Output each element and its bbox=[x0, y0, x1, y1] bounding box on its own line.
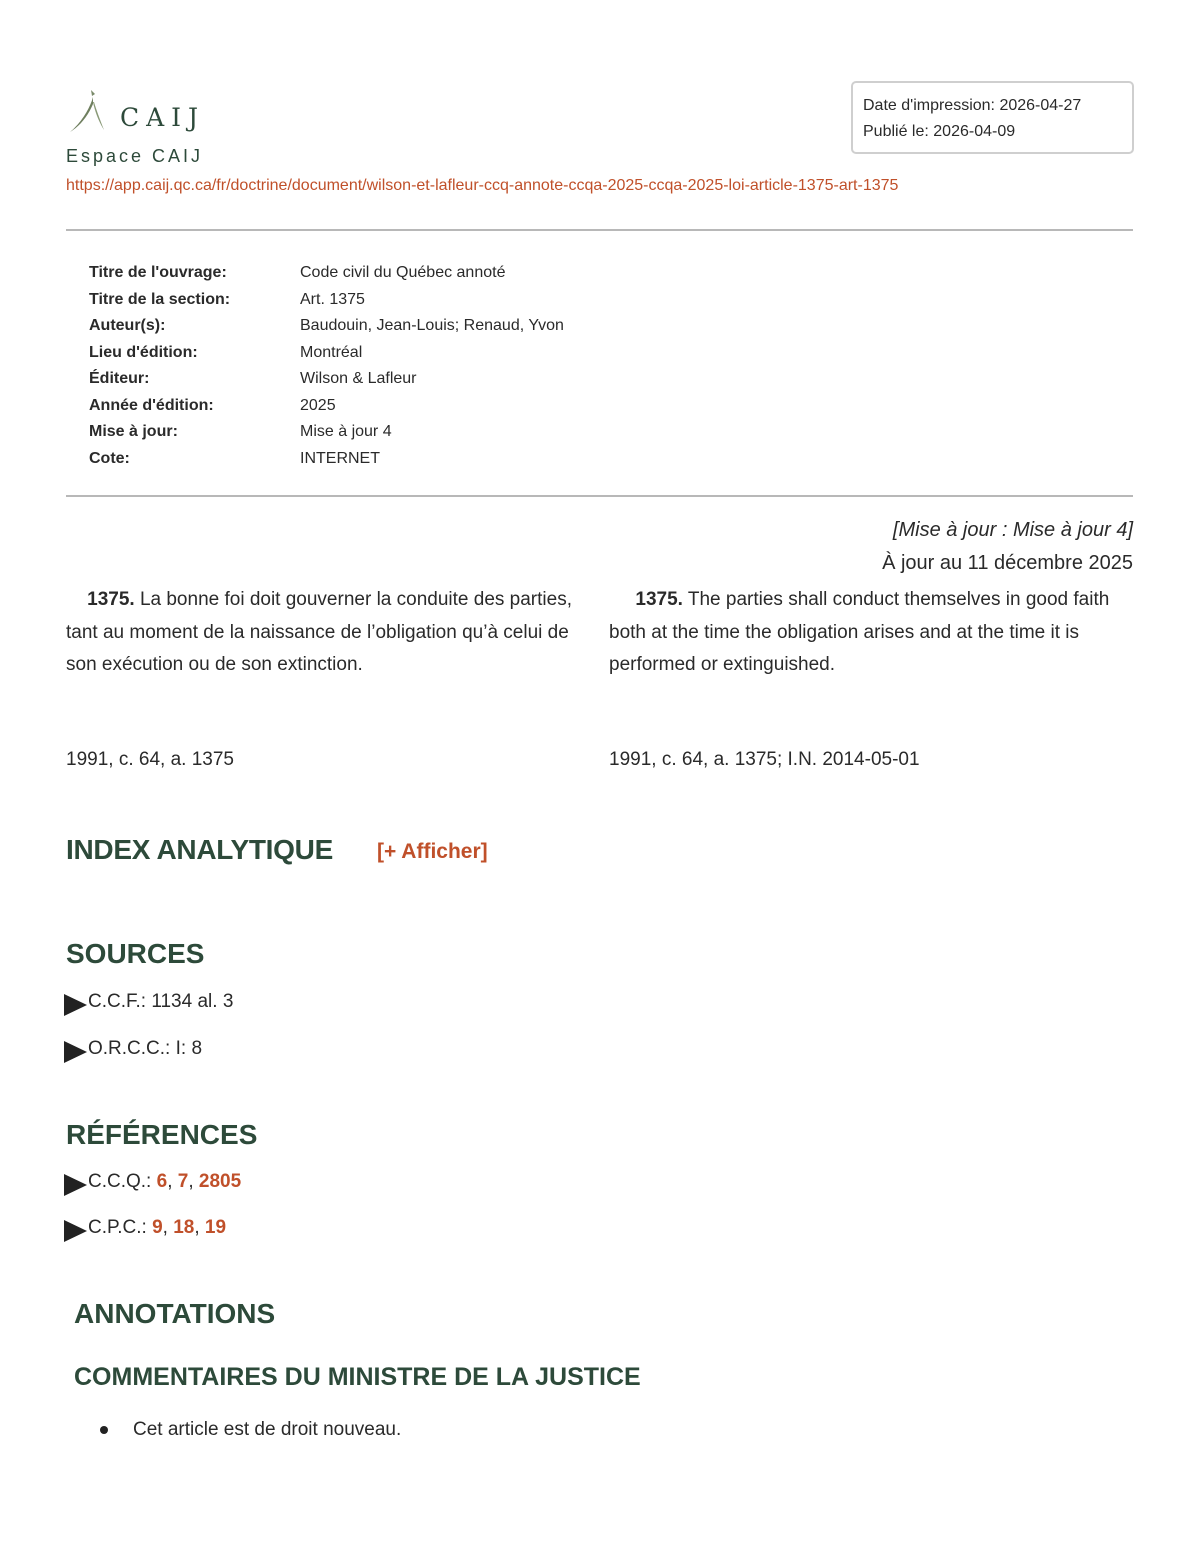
print-date: Date d'impression: 2026-04-27 bbox=[863, 97, 1082, 114]
metadata-value: INTERNET bbox=[300, 449, 380, 467]
metadata-label: Auteur(s): bbox=[89, 317, 166, 334]
date-box bbox=[851, 81, 1134, 154]
article-body-en: The parties shall conduct themselves in good faith both at the time the obligation arises and at the time it is performed or extinguished. bbox=[609, 589, 1110, 675]
metadata-value: Wilson & Lafleur bbox=[300, 370, 417, 387]
reference-link[interactable]: 7 bbox=[177, 1171, 189, 1192]
reference-label: C.C.Q.: bbox=[88, 1171, 152, 1192]
metadata-value: 2025 bbox=[300, 396, 336, 414]
metadata-label: Titre de la section: bbox=[89, 290, 231, 308]
divider bbox=[66, 229, 1133, 231]
article-text-en bbox=[609, 584, 1139, 682]
update-info bbox=[882, 514, 1133, 580]
reference-link[interactable]: 9 bbox=[152, 1217, 163, 1238]
metadata-row bbox=[89, 446, 564, 473]
metadata-value: Mise à jour 4 bbox=[300, 423, 392, 440]
reference-item: C.C.Q.: 6 , 7 , 2805 bbox=[64, 1169, 241, 1195]
references-heading: RÉFÉRENCES bbox=[66, 1119, 258, 1150]
logo-wordmark: CAIJ bbox=[120, 103, 206, 132]
metadata-label: Titre de l'ouvrage: bbox=[89, 264, 227, 281]
reference-link[interactable]: 2805 bbox=[198, 1171, 242, 1192]
triangle-right-icon bbox=[64, 1041, 87, 1063]
reference-link[interactable]: 18 bbox=[173, 1217, 195, 1238]
published-date: Publié le: 2026-04-09 bbox=[863, 123, 1016, 140]
show-index-toggle[interactable]: [+ Afficher] bbox=[377, 840, 488, 863]
metadata-row bbox=[89, 366, 564, 393]
metadata-row bbox=[89, 260, 564, 287]
metadata-label: Lieu d'édition: bbox=[89, 343, 198, 361]
article-body-fr: La bonne foi doit gouverner la conduite des parties, tant au moment de la naissance de l’obligation qu’à celui de son exécution ou de son extinction. bbox=[66, 589, 572, 675]
source-item bbox=[64, 989, 233, 1015]
divider bbox=[66, 495, 1133, 497]
metadata-row bbox=[89, 340, 564, 367]
annotation-text: Cet article est de droit nouveau. bbox=[133, 1419, 402, 1440]
metadata-label: Mise à jour: bbox=[89, 423, 178, 440]
index-heading: INDEX ANALYTIQUE bbox=[66, 834, 333, 865]
reference-label: C.P.C.: bbox=[88, 1217, 147, 1238]
sources-heading: SOURCES bbox=[66, 938, 205, 969]
list-item bbox=[100, 1417, 401, 1443]
metadata-table bbox=[89, 260, 564, 472]
triangle-right-icon bbox=[64, 1220, 87, 1242]
metadata-value: Baudouin, Jean-Louis; Renaud, Yvon bbox=[300, 317, 564, 334]
article-number: 1375. bbox=[635, 589, 683, 610]
metadata-value: Montréal bbox=[300, 343, 363, 361]
metadata-label: Éditeur: bbox=[89, 370, 150, 387]
caij-logo bbox=[66, 84, 205, 134]
metadata-row bbox=[89, 287, 564, 314]
annotations-heading: ANNOTATIONS bbox=[74, 1298, 276, 1329]
source-item bbox=[64, 1036, 202, 1062]
metadata-label: Année d'édition: bbox=[89, 396, 214, 414]
metadata-row bbox=[89, 419, 564, 446]
bullet-icon bbox=[100, 1426, 108, 1434]
espace-label: Espace CAIJ bbox=[66, 146, 204, 166]
update-version: [Mise à jour : Mise à jour 4] bbox=[892, 519, 1133, 541]
metadata-row bbox=[89, 313, 564, 340]
metadata-label: Cote: bbox=[89, 449, 130, 467]
source-text: O.R.C.C.: I: 8 bbox=[88, 1038, 203, 1059]
article-text-fr bbox=[66, 584, 576, 682]
history-en: 1991, c. 64, a. 1375; I.N. 2014-05-01 bbox=[609, 749, 920, 770]
update-date: À jour au 11 décembre 2025 bbox=[882, 552, 1133, 574]
reference-link[interactable]: 19 bbox=[204, 1217, 227, 1238]
history-fr: 1991, c. 64, a. 1375 bbox=[66, 749, 234, 770]
triangle-right-icon bbox=[64, 1174, 87, 1196]
article-number: 1375. bbox=[87, 589, 135, 610]
reference-link[interactable]: 6 bbox=[156, 1171, 168, 1192]
reference-item: C.P.C.: 9 , 18 , 19 bbox=[64, 1215, 226, 1241]
metadata-row bbox=[89, 393, 564, 420]
triangle-right-icon bbox=[64, 994, 87, 1016]
metadata-value: Code civil du Québec annoté bbox=[300, 264, 506, 281]
commentaires-heading: COMMENTAIRES DU MINISTRE DE LA JUSTICE bbox=[74, 1363, 641, 1391]
caij-logo-icon bbox=[66, 88, 106, 134]
metadata-value: Art. 1375 bbox=[300, 290, 365, 308]
document-url-link[interactable]: https://app.caij.qc.ca/fr/doctrine/document/wilson-et-lafleur-ccq-annote-ccqa-2025-ccqa-2025-loi-article-1375-art-1375 bbox=[66, 177, 899, 194]
source-text: C.C.F.: 1134 al. 3 bbox=[88, 991, 234, 1012]
